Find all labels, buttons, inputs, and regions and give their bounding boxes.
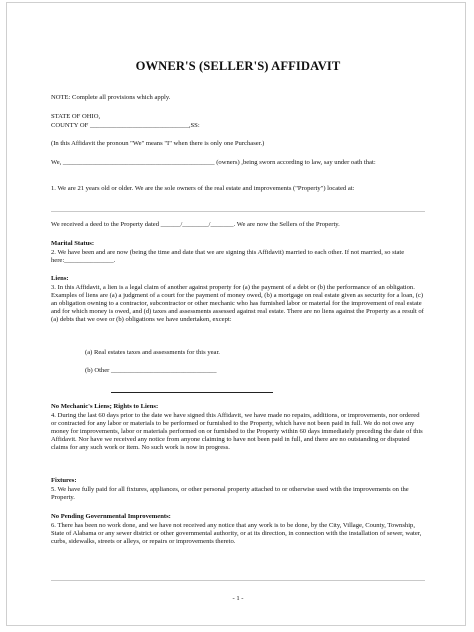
address-blank-line — [51, 211, 425, 212]
deed-line: We received a deed to the Property dated ______/________/_______. We are now the Sellers of the Property. — [51, 221, 340, 228]
item-4-mechanic-liens: 4. During the last 60 days prior to the date we have signed this Affidavit, we have made no repairs, additions, or improvements, nor ordered or contracted for any labor or materials to be performed or furnished to the Property, which have not been paid in full. We do not owe any money for improvements, labor or materials performed on or furnished to the Property within 60 days immediately preceding the date of this Affidavit. Nor have we received any notice from anyone claiming to have not been paid in full, and there are no outstanding or disputed claims for any such work or item. No such work is now in progress. — [51, 411, 423, 452]
document-content — [51, 3, 425, 625]
footer-rule — [51, 580, 425, 581]
item-2-marital-status: 2. We have been and are now (being the time and date that we are signing this Affidavit) married to each other. If not married, so state here:_______________. — [51, 248, 405, 264]
pronoun-note: (In this Affidavit the pronoun "We" means "I" when there is only one Purchaser.) — [51, 140, 265, 147]
owners-line: We, ______________________________________________ (owners) ,being sworn according to law, say under oath that: — [51, 159, 376, 166]
item-3a-taxes: (a) Real estates taxes and assessments for this year. — [85, 349, 220, 356]
page-number: - 1 - — [232, 595, 244, 602]
county-line: COUNTY OF ______________________________,SS: — [51, 121, 200, 129]
state-line: STATE OF OHIO, — [51, 113, 101, 120]
liens-heading: Liens: — [51, 275, 69, 282]
item-5-fixtures: 5. We have fully paid for all fixtures, appliances, or other personal property attached to or otherwise used with the improvements on the Property. — [51, 485, 409, 501]
fixtures-heading: Fixtures: — [51, 477, 77, 484]
note-text: NOTE: Complete all provisions which apply. — [51, 94, 171, 101]
item-1-age-ownership: 1. We are 21 years old or older. We are the sole owners of the real estate and improvements ("Property") located at: — [51, 185, 355, 192]
governmental-improvements-heading: No Pending Governmental Improvements: — [51, 513, 171, 520]
other-liens-blank-line — [111, 392, 273, 393]
item-6-governmental-improvements: 6. There has been no work done, and we have not received any notice that any work is to be done, by the City, Village, County, Township, State of Alabama or any sewer district or other governmental authority, or at its direction, in connection with the installation of sewer, water, curbs, sidewalks, streets or alleys, or repairs or improvements thereto. — [51, 521, 422, 545]
mechanic-liens-heading: No Mechanic's Liens; Rights to Liens: — [51, 403, 159, 410]
item-3b-other: (b) Other ________________________________ — [85, 367, 217, 374]
document-title: OWNER'S (SELLER'S) AFFIDAVIT — [135, 59, 341, 73]
item-3-liens: 3. In this Affidavit, a lien is a legal claim of another against property for (a) the payment of a debt or (b) the performance of an obligation. Examples of liens are (a) a judgment of a court for the payment of money owed, (b) a mortgage on real estate given as security for a loan, (c) an obligation owning to a contractor, subcontractor or other mechanic who has furnished labor or material for the improvement of real estate and for which money is owed, and (d) taxes and assessments assessed against real estate. There are no liens against the Property as a result of (a) debts that we owe or (b) obligations we have undertaken, except: — [51, 283, 424, 324]
marital-status-heading: Marital Status: — [51, 240, 95, 247]
document-page — [6, 2, 466, 626]
